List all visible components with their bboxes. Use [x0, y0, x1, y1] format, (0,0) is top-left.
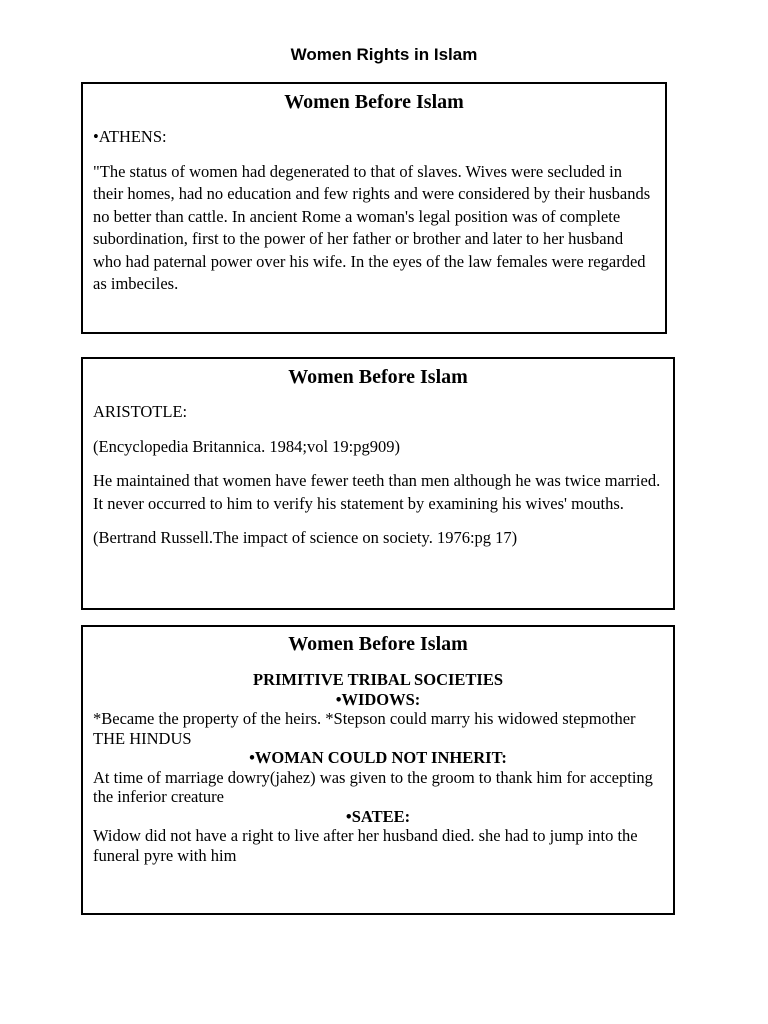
- aristotle-source-encyclopedia: (Encyclopedia Britannica. 1984;vol 19:pg909): [93, 436, 401, 456]
- aristotle-subject: ARISTOTLE:: [93, 402, 188, 421]
- card-heading: Women Before Islam: [288, 633, 468, 655]
- athens-subject: •ATHENS:: [93, 127, 167, 146]
- inherit-subheading: •WOMAN COULD NOT INHERIT:: [249, 748, 507, 767]
- athens-card: [81, 82, 667, 334]
- card-heading: Women Before Islam: [284, 91, 464, 113]
- satee-body: Widow did not have a right to live after her husband died. she had to jump into the funeral pyre with him: [93, 826, 638, 865]
- widows-body: *Became the property of the heirs. *Stepson could marry his widowed stepmother: [93, 709, 636, 728]
- widows-subheading: •WIDOWS:: [335, 689, 421, 709]
- aristotle-source-russell: (Bertrand Russell.The impact of science on society. 1976:pg 17): [93, 528, 518, 547]
- aristotle-card: [81, 357, 675, 610]
- page-title: Women Rights in Islam: [290, 45, 478, 64]
- tribal-societies-title: PRIMITIVE TRIBAL SOCIETIES: [252, 670, 504, 689]
- card-heading: Women Before Islam: [288, 366, 468, 388]
- societies-card: [81, 625, 675, 915]
- athens-body: "The status of women had degenerated to that of slaves. Wives were secluded in their homes, had no education and few rights and were considered by their husbands no better than cattle. In ancient Rome a woman's legal position was of complete subordination, first to the power of her father or brother and later to her husband who had paternal power over his wife. In the eyes of the law females were regarded as imbeciles.: [93, 161, 651, 293]
- satee-subheading: •SATEE:: [345, 806, 411, 826]
- hindus-title: THE HINDUS: [93, 728, 192, 748]
- aristotle-body: He maintained that women have fewer teeth than men although he was twice married. It never occurred to him to verify his statement by examining his wives' mouths.: [93, 471, 661, 513]
- dowry-body: At time of marriage dowry(jahez) was given to the groom to thank him for accepting the inferior creature: [93, 767, 653, 806]
